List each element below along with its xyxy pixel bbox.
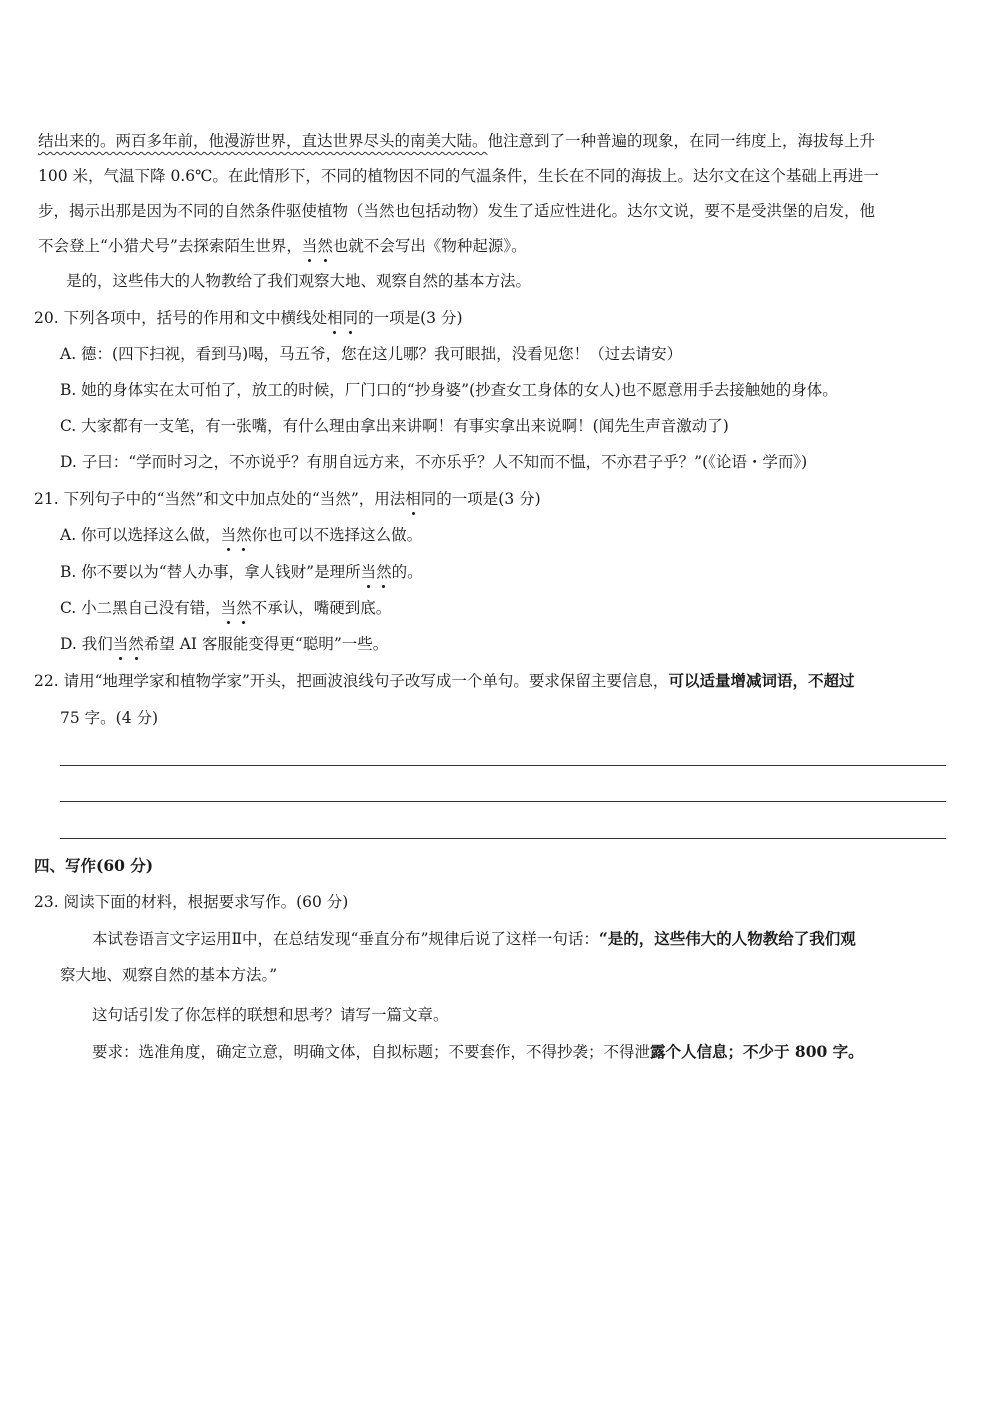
- dotted-char: 然: [317, 237, 333, 255]
- option-text: 的。: [391, 563, 423, 581]
- dotted-char: 当: [112, 635, 129, 653]
- material-line-1: [92, 928, 856, 950]
- question-23-stem: 23. 阅读下面的材料，根据要求写作。(60 分): [34, 893, 349, 911]
- passage-text: 也就不会写出《物种起源》。: [332, 237, 527, 255]
- stem-text: 20. 下列各项中，括号的作用和文中横线处: [34, 309, 328, 327]
- dotted-char: 当: [220, 526, 237, 544]
- passage-line-1: [38, 130, 875, 152]
- dotted-char: 然: [236, 526, 252, 544]
- answer-line[interactable]: [60, 765, 946, 766]
- q21-option-b: [60, 561, 423, 583]
- option-text: B. 你不要以为“替人办事，拿人钱财”是理所: [60, 563, 361, 581]
- passage-text: 他注意到了一种普遍的现象，在同一纬度上，海拔每上升: [487, 132, 876, 150]
- option-text: 你也可以不选择这么做。: [251, 526, 423, 544]
- stem-text-bold: 可以适量增减词语，不超过: [668, 671, 855, 690]
- passage-line-2: 100 米，气温下降 0.6℃。在此情形下，不同的植物因不同的气温条件，生长在不同的海拔上。达尔文在这个基础上再进一: [38, 167, 879, 185]
- wavy-underlined-sentence: 结出来的。两百多年前，他漫游世界，直达世界尽头的南美大陆。: [38, 132, 488, 150]
- q20-option-c: C. 大家都有一支笔，有一张嘴，有什么理由拿出来讲啊！有事实拿出来说啊！(闻先生声音激动了): [60, 417, 729, 435]
- requirements-text-bold: 露个人信息；不少于 800 字。: [650, 1042, 864, 1061]
- requirements-text: 要求：选准角度，确定立意，明确文体，自拟标题；不要套作，不得抄袭；不得泄: [92, 1043, 651, 1061]
- question-22-stem: [34, 670, 854, 692]
- dotted-char: 同: [342, 309, 359, 327]
- material-text-bold: “是的，这些伟大的人物教给了我们观: [598, 929, 856, 948]
- stem-text: 22. 请用“地理学家和植物学家”开头，把画波浪线句子改写成一个单句。要求保留主要信息，: [34, 672, 669, 690]
- option-text: A. 你可以选择这么做，: [60, 526, 221, 544]
- writing-prompt: 这句话引发了你怎样的联想和思考？请写一篇文章。: [92, 1006, 449, 1024]
- q21-option-c: [60, 597, 391, 619]
- dotted-char: 相: [405, 490, 421, 508]
- option-text: 希望 AI 客服能变得更“聪明”一些。: [143, 635, 389, 653]
- dotted-char: 当: [360, 563, 377, 581]
- answer-line[interactable]: [60, 801, 946, 802]
- dotted-char: 然: [128, 635, 144, 653]
- q20-option-b: B. 她的身体实在太可怕了，放工的时候，厂门口的“抄身婆”(抄查女工身体的女人)也不愿意用手去接触她的身体。: [60, 381, 838, 399]
- answer-line[interactable]: [60, 838, 946, 839]
- dotted-char: 然: [376, 563, 392, 581]
- question-20-stem: [34, 307, 463, 329]
- option-text: D. 我们: [60, 635, 113, 653]
- question-22-stem-cont: 75 字。(4 分): [60, 709, 159, 727]
- material-text: 本试卷语言文字运用Ⅱ中，在总结发现“垂直分布”规律后说了这样一句话：: [92, 930, 599, 948]
- material-line-2: 察大地、观察自然的基本方法。”: [60, 966, 278, 984]
- dotted-char: 当: [301, 237, 318, 255]
- passage-line-4: [38, 235, 527, 257]
- question-21-stem: [34, 488, 541, 510]
- option-text: 不承认，嘴硬到底。: [251, 599, 392, 617]
- q20-option-d: D. 子曰：“学而时习之，不亦说乎？有朋自远方来，不亦乐乎？人不知而不愠，不亦君子乎？”(《论语・学而》): [60, 453, 808, 471]
- stem-text: 同的一项是(3 分): [420, 490, 541, 508]
- dotted-char: 当: [220, 599, 237, 617]
- section-4-title: 四、写作(60 分): [34, 856, 154, 875]
- q21-option-d: [60, 633, 388, 655]
- dotted-char: 然: [236, 599, 252, 617]
- stem-text: 21. 下列句子中的“当然”和文中加点处的“当然”，用法: [34, 490, 406, 508]
- passage-text: 不会登上“小猎犬号”去探索陌生世界，: [38, 237, 302, 255]
- option-text: C. 小二黑自己没有错，: [60, 599, 221, 617]
- passage-line-3: 步，揭示出那是因为不同的自然条件驱使植物（当然也包括动物）发生了适应性进化。达尔文说，要不是受洪堡的启发，他: [38, 202, 876, 220]
- dotted-char: 相: [327, 309, 343, 327]
- q20-option-a: A. 德：(四下扫视，看到马)喝，马五爷，您在这儿哪？我可眼拙，没看见您！（过去请安）: [60, 345, 683, 363]
- passage-line-5: 是的，这些伟大的人物教给了我们观察大地、观察自然的基本方法。: [66, 272, 532, 290]
- q21-option-a: [60, 524, 422, 546]
- writing-requirements: [92, 1041, 864, 1063]
- stem-text: 的一项是(3 分): [358, 309, 463, 327]
